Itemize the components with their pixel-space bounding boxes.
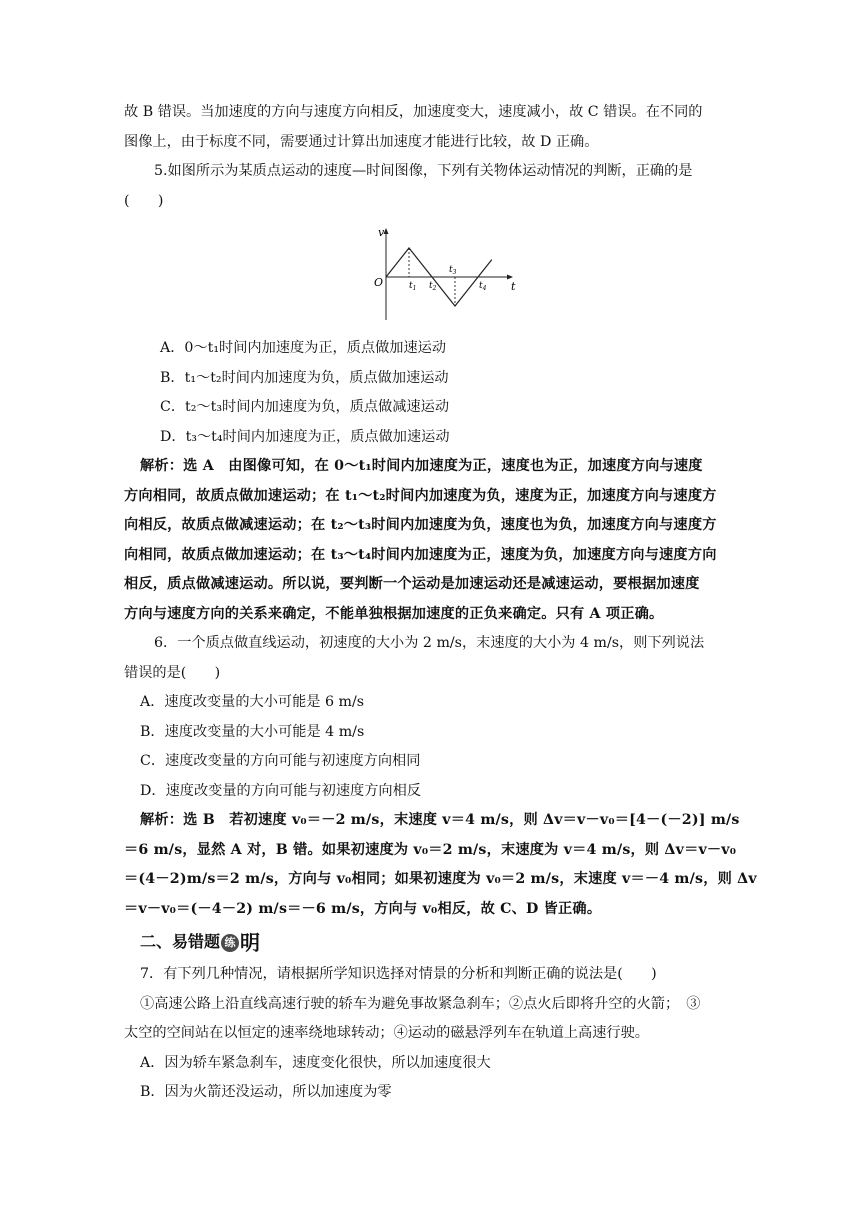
t1-label: $t_1$ [409, 281, 417, 292]
analysis-6-line: 解析：选 B 若初速度 v₀＝－2 m/s，末速度 v＝4 m/s，则 Δv＝v－v₀＝[4－(－2)] m/s [140, 812, 740, 828]
section-heading-big-char: 明 [240, 930, 261, 955]
t-axis-arrow [507, 275, 513, 280]
option-b: B．t₁～t₂时间内加速度为负，质点做加速运动 [160, 369, 449, 386]
option-c: C．t₂～t₃时间内加速度为负，质点做减速运动 [160, 399, 450, 415]
section-heading [124, 924, 738, 960]
analysis-6-line: ＝(4－2)m/s＝2 m/s，方向与 v₀相同；如果初速度为 v₀＝2 m/s，末速度 v＝－4 m/s，则 Δv [124, 871, 757, 887]
question-5-bracket: ( ) [124, 192, 164, 209]
analysis-5-line: 解析：选 A 由图像可知，在 0～t₁时间内加速度为正，速度也为正，加速度方向与速度 [140, 458, 703, 474]
velocity-time-graph [366, 226, 516, 326]
v-axis-arrow [384, 228, 389, 234]
t2-label: $t_2$ [429, 281, 437, 292]
question-7-scenarios: 太空的空间站在以恒定的速率绕地球转动；④运动的磁悬浮列车在轨道上高速行驶。 [124, 1025, 649, 1041]
v-axis-label: v [378, 226, 385, 239]
option-b: B．速度改变量的大小可能是 4 m/s [140, 723, 365, 740]
question-7-stem: 7．有下列几种情况，请根据所学知识选择对情景的分析和判断正确的说法是( ) [140, 966, 657, 982]
question-7-scenarios: ①高速公路上沿直线高速行驶的轿车为避免事故紧急刹车；②点火后即将升空的火箭； ③ [140, 995, 701, 1012]
t4-label: $t_4$ [479, 281, 487, 292]
analysis-6-line: ＝v－v₀＝(－4－2) m/s＝－6 m/s，方向与 v₀相反，故 C、D 皆正确。 [124, 900, 602, 917]
text-line: 故 B 错误。当加速度的方向与速度方向相反，加速度变大，速度减小，故 C 错误。在不同的 [124, 104, 703, 120]
question-6-stem: 6．一个质点做直线运动，初速度的大小为 2 m/s，末速度的大小为 4 m/s，则下列说法 [154, 635, 705, 651]
document-page [124, 98, 757, 1108]
question-6-stem: 错误的是( ) [124, 664, 221, 681]
analysis-5-line: 向相同，故质点做加速运动；在 t₃～t₄时间内加速度为正，速度为负，加速度方向与速度方向 [124, 546, 717, 563]
t-axis-label: t [511, 280, 516, 293]
analysis-5-line: 相反，质点做减速运动。所以说，要判断一个运动是加速运动还是减速运动，要根据加速度 [124, 576, 700, 592]
option-a: A．因为轿车紧急刹车，速度变化很快，所以加速度很大 [140, 1054, 491, 1071]
option-d: D．速度改变量的方向可能与初速度方向相反 [140, 782, 421, 799]
option-c: C．速度改变量的方向可能与初速度方向相同 [140, 753, 421, 769]
question-5-stem: 5.如图所示为某质点运动的速度—时间图像，下列有关物体运动情况的判断，正确的是 [154, 163, 693, 179]
t3-label: $t_3$ [449, 265, 457, 276]
option-b: B．因为火箭还没运动，所以加速度为零 [140, 1084, 392, 1100]
analysis-5-line: 向相反，故质点做减速运动；在 t₂～t₃时间内加速度为负，速度也为负，加速度方向与速度方 [124, 517, 717, 533]
text-line: 图像上，由于标度不同，需要通过计算出加速度才能进行比较，故 D 正确。 [124, 133, 599, 150]
analysis-5-line: 方向与速度方向的关系来确定，不能单独根据加速度的正负来确定。只有 A 项正确。 [124, 605, 664, 622]
practice-badge-icon: 练 [221, 934, 239, 952]
option-a: A．速度改变量的大小可能是 6 m/s [140, 694, 365, 710]
analysis-5-line: 方向相同，故质点做加速运动；在 t₁～t₂时间内加速度为负，速度为正，加速度方向与速度方 [124, 487, 717, 504]
option-a: A．0～t₁时间内加速度为正，质点做加速运动 [160, 340, 447, 356]
origin-label: O [374, 276, 384, 289]
analysis-6-line: ＝6 m/s，显然 A 对，B 错。如果初速度为 v₀＝2 m/s，末速度为 v＝4 m/s，则 Δv＝v－v₀ [124, 841, 737, 858]
option-d: D．t₃～t₄时间内加速度为正，质点做加速运动 [160, 428, 450, 445]
section-heading-text: 二、易错题 [140, 932, 221, 951]
